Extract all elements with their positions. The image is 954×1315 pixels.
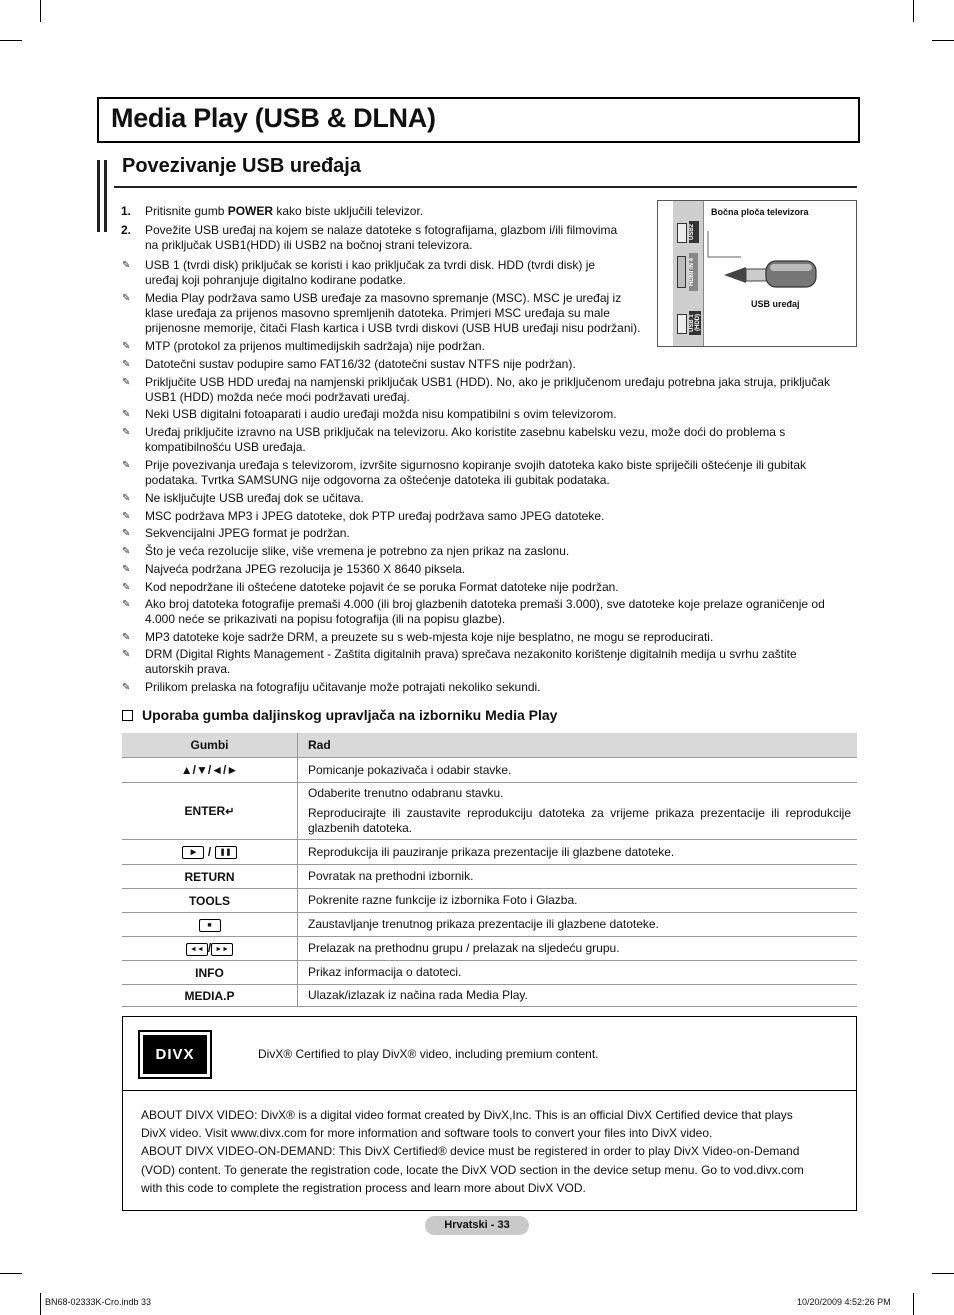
table-header-cell: Rad [298,733,858,758]
note-item [145,544,569,559]
note-icon: ✎ [122,460,131,471]
footer-file-info: BN68-02333K-Cro.indb 33 [45,1297,152,1307]
tv-side-panel [673,201,704,346]
pause-icon: ❚❚ [215,846,237,859]
note-line: USB 1 (tvrdi disk) priključak se koristi i kao priključak za tvrdi disk. HDD (tvrdi disk) je [145,258,596,272]
divx-about-line: DivX video. Visit www.divx.com for more information and software tools to convert your files into DivX video. [141,1126,713,1141]
note-icon: ✎ [122,260,131,271]
page-title-box [97,97,860,143]
note-line: DRM (Digital Rights Management - Zaštita digitalnih prava) sprečava nezakonito korištenje digitalnih medija u svrhu zaštite [145,647,797,661]
note-line: Ako broj datoteka fotografije premaši 4.000 (ili broj glazbenih datoteka premaši 3.000), sve datoteke koje prelaze ograničenje od [145,597,825,611]
note-item [145,425,785,455]
action-cell: Prelazak na prethodnu grupu / prelazak na sljedeću grupu. [298,937,858,961]
note-icon: ✎ [122,427,131,438]
section-bar [97,160,107,232]
figure-panel-caption: Bočna ploča televizora [711,207,809,217]
table-row [122,783,857,840]
table-row [122,758,857,783]
divx-about-line: ABOUT DIVX VIDEO-ON-DEMAND: This DivX Certified® device must be registered in order to play DivX Video-on-Demand [141,1144,800,1159]
note-icon: ✎ [122,649,131,660]
step-number: 2. [121,223,132,237]
divx-logo-text: DIVX [143,1035,207,1074]
action-cell: Ulazak/izlazak iz načina rada Media Play. [298,985,858,1007]
note-line: USB1 (HDD) možda neće moći podržavati uređaj. [145,390,410,404]
action-cell: Pomicanje pokazivača i odabir stavke. [298,758,858,783]
arrow-buttons-label: ▲/▼/◄/► [180,763,239,777]
crop-mark [0,1273,22,1274]
note-line: Uređaj priključite izravno na USB priključak na televizoru. Ako koristite zasebnu kabelsku vezu, može doći do problema s [145,425,786,439]
note-item [145,407,617,422]
stop-icon: ■ [199,919,221,932]
note-icon: ✎ [122,493,131,504]
table-row [122,961,857,985]
step-number: 1. [121,204,132,218]
note-item [145,580,619,595]
divx-about-line: (VOD) content. To generate the registration code, locate the DivX VOD section in the device setup menu. Go to vod.divx.com [141,1162,804,1177]
hdmi4-port [677,256,686,288]
usb1-port [677,314,687,334]
note-icon: ✎ [122,341,131,352]
power-keyword: POWER [227,204,274,218]
note-item [145,647,797,677]
note-icon: ✎ [122,599,131,610]
note-line: MTP (protokol za prijenos multimedijskih sadržaja) nije podržan. [145,339,485,353]
usb2-port-label: USB2 [689,221,699,243]
note-icon: ✎ [122,359,131,370]
crop-mark [913,0,914,22]
note-item [145,339,485,354]
note-icon: ✎ [122,682,131,693]
checkbox-bullet-icon [122,710,133,721]
note-line: prijenosne memorije, čitači Flash kartica i USB tvrdi diskovi (USB HUB uređaji nisu podržani). [145,321,641,335]
table-header-cell: Gumbi [122,733,298,758]
crop-mark [40,1293,41,1315]
action-cell: Reprodukcija ili pauziranje prikaza prezentacije ili glazbene datoteke. [298,840,858,865]
step-text: na priključak USB1(HDD) ili USB2 na bočnoj strani televizora. [145,238,473,252]
note-line: uređaj koji pohranjuje digitalno kodirane podatke. [145,273,406,287]
note-line: autorskih prava. [145,662,231,676]
note-line: kompatibilnošću USB uređaja. [145,440,306,454]
note-icon: ✎ [122,528,131,539]
divx-about-text [141,1106,841,1197]
divx-logo [138,1030,212,1079]
note-item [145,491,364,506]
note-line: klase uređaja za prijenos masovno spremljenih datoteka. Primjeri MSC uređaja su male [145,306,610,320]
page-title: Media Play (USB & DLNA) [111,103,436,133]
divx-certified-text: DivX® Certified to play DivX® video, including premium content. [258,1047,599,1061]
divx-divider [123,1090,856,1091]
button-cell: RETURN [122,865,298,889]
note-icon: ✎ [122,582,131,593]
note-icon: ✎ [122,511,131,522]
action-cell: Zaustavljanje trenutnog prikaza prezentacije ili glazbene datoteke. [298,913,858,937]
crop-mark [932,40,954,41]
note-item [145,597,825,627]
step-text: kako biste uključili televizor. [273,204,424,218]
note-line: Priključite USB HDD uređaj na namjenski priključak USB1 (HDD). No, ako je priključenom uređaju potrebna jaka struja, priključak [145,375,830,389]
note-line: Što je veća rezolucije slike, više vremena je potrebno za njen prikaz na zaslonu. [145,544,570,558]
note-line: Datotečni sustav podupire samo FAT16/32 (datotečni sustav NTFS nije podržan). [145,357,576,371]
enter-icon: ↵ [225,806,235,818]
note-item [145,258,595,288]
note-item [145,562,465,577]
note-icon: ✎ [122,377,131,388]
crop-mark [0,40,22,41]
table-row [122,865,857,889]
note-item [145,357,576,372]
button-cell [122,758,298,783]
remote-buttons-table [122,733,857,1007]
button-cell: ◄◄ / ►► [122,937,298,961]
table-header-row [122,733,857,758]
table-row [122,937,857,961]
note-item [145,526,350,541]
note-item [145,630,713,645]
button-cell [122,783,298,840]
note-line: Kod nepodržane ili oštećene datoteke pojavit će se poruka Format datoteke nije podržan. [145,580,619,594]
divx-about-line: with this code to complete the registration process and learn more about DivX VOD. [141,1180,586,1195]
note-item [145,458,806,488]
button-cell: INFO [122,961,298,985]
step-text: Povežite USB uređaj na kojem se nalaze datoteke s fotografijama, glazbom i/ili filmovima [145,223,618,237]
section-rule [114,186,857,188]
note-line: Sekvencijalni JPEG format je podržan. [145,526,350,540]
note-line: Neki USB digitalni fotoaparati i audio uređaji možda nisu kompatibilni s ovim televizorom. [145,407,617,421]
note-line: podataka. Tvrtka SAMSUNG nije odgovorna za oštećenje datoteka ili gubitak podataka. [145,473,610,487]
hdmi4-port-label: HDMI IN 4 [689,253,698,291]
page-number-label: Hrvatski - 33 [425,1216,529,1235]
action-cell: Pokrenite razne funkcije iz izbornika Foto i Glazba. [298,889,858,913]
fast-forward-icon: ►► [211,943,233,956]
divx-about-line: ABOUT DIVX VIDEO: DivX® is a digital video format created by DivX,Inc. This is an official DivX Certified device that plays [141,1108,793,1122]
table-row [122,889,857,913]
footer-timestamp: 10/20/2009 4:52:26 PM [797,1297,891,1307]
crop-mark [913,1293,914,1315]
step-text: Pritisnite gumb [145,204,228,218]
button-cell: MEDIA.P [122,985,298,1007]
note-line: Ne isključujte USB uređaj dok se učitava. [145,491,364,505]
note-line: Prije povezivanja uređaja s televizorom, izvršite sigurnosno kopiranje svojih datoteka kako biste spriječili oštećenje ili gubitak [145,458,806,472]
usb2-port [677,223,687,243]
play-icon: ▶ [182,846,204,859]
note-line: MP3 datoteke koje sadrže DRM, a preuzete su s web-mjesta koje nije besplatno, ne mogu se reproducirati. [145,630,714,644]
button-cell: ▶ / ❚❚ [122,840,298,865]
table-row [122,840,857,865]
note-line: Media Play podržava samo USB uređaje za masovno spremanje (MSC). MSC je uređaj iz [145,291,622,305]
note-line: Najveća podržana JPEG rezolucija je 15360 X 8640 piksela. [145,562,466,576]
subheading-text: Uporaba gumba daljinskog upravljača na izborniku Media Play [142,707,558,723]
button-cell: TOOLS [122,889,298,913]
usb1-port-label: USB 1 (HDD) [689,311,701,335]
note-item [145,509,604,524]
note-item [145,375,830,405]
rewind-icon: ◄◄ [186,943,208,956]
note-icon: ✎ [122,632,131,643]
note-item [145,680,541,695]
usb-connection-figure [657,200,857,347]
note-line: Prilikom prelaska na fotografiju učitavanje može potrajati nekoliko sekundi. [145,680,541,694]
action-text: Odaberite trenutno odabranu stavku. [308,786,504,800]
button-cell [122,913,298,937]
table-row [122,913,857,937]
action-text: Reproducirajte ili zaustavite reprodukciju datoteka za vrijeme prikaza prezentacije ili reprodukcije glazbenih datoteka. [308,806,851,835]
action-cell [298,783,858,840]
note-line: 4.000 neće se prikazivati na popisu fotografija (ili na popisu glazbe). [145,612,506,626]
note-icon: ✎ [122,409,131,420]
figure-device-caption: USB uređaj [751,299,800,309]
enter-button-label: ENTER [184,804,226,818]
crop-mark [932,1273,954,1274]
crop-mark [40,0,41,22]
note-icon: ✎ [122,293,131,304]
divx-info-box [122,1016,857,1211]
note-icon: ✎ [122,564,131,575]
remote-buttons-subheading [122,707,557,723]
note-item [145,291,641,336]
action-cell: Povratak na prethodni izbornik. [298,865,858,889]
note-icon: ✎ [122,546,131,557]
note-line: MSC podržava MP3 i JPEG datoteke, dok PTP uređaj podržava samo JPEG datoteke. [145,509,605,523]
section-title: Povezivanje USB uređaja [122,155,361,177]
table-row [122,985,857,1007]
action-cell: Prikaz informacija o datoteci. [298,961,858,985]
